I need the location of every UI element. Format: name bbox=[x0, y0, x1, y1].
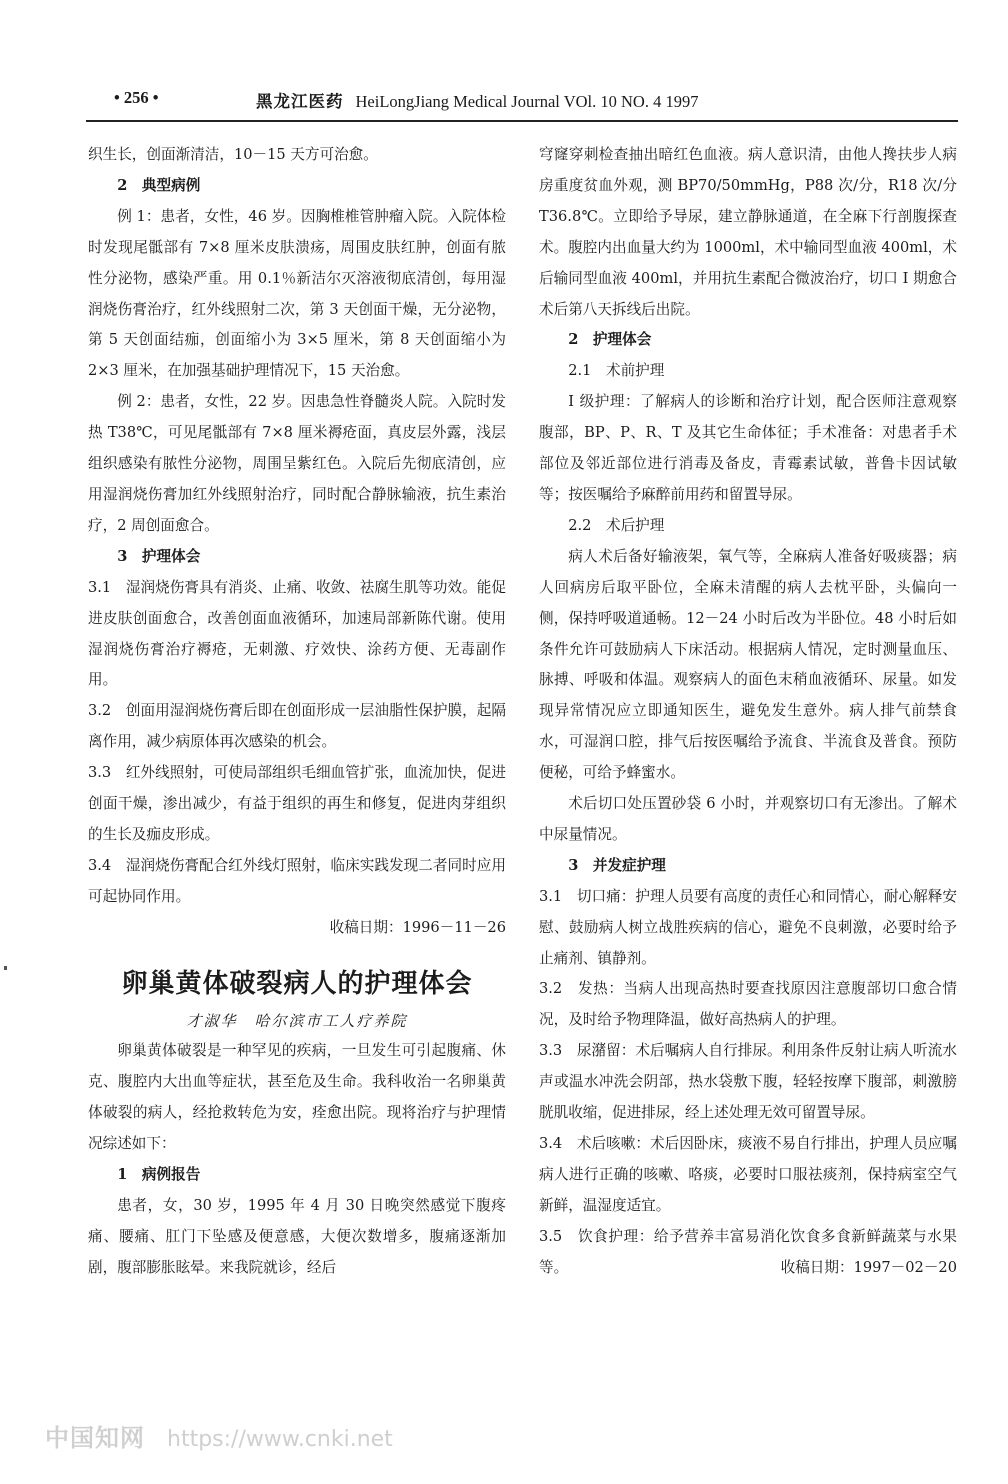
subsection-paragraph: 3.4 术后咳嗽：术后因卧床，痰液不易自行排出，护理人员应嘱病人进行正确的咳嗽、咯痰，必要时口服祛痰剂，保持病室空气新鲜，温湿度适宜。 bbox=[539, 1135, 957, 1214]
continued-paragraph: 穹窿穿刺检查抽出暗红色血液。病人意识清，由他人搀扶步人病房重度贫血外观，测 BP70/50mmHg，P88 次/分，R18 次/分 T36.8℃。立即给予导尿，建立静脉通道，在全麻下行剖腹探查术。腹腔内出血量大约为 1000ml，术中输同型血液 400ml，术后输同型血液 400ml，并用抗生素配合微波治疗，切口 Ⅰ 期愈合术后第八天拆线后出院。 bbox=[539, 146, 957, 318]
continued-paragraph: 织生长，创面渐清洁，10－15 天方可治愈。 bbox=[88, 146, 378, 163]
subsection-paragraph: 3.3 尿潴留：术后嘱病人自行排尿。利用条件反射让病人听流水声或温水冲洗会阴部，热水袋敷下腹，轻轻按摩下腹部，刺激膀胱肌收缩，促进排尿，经上述处理无效可留置导尿。 bbox=[539, 1042, 957, 1122]
subsection-paragraph: 3.1 切口痛：护理人员要有高度的责任心和同情心，耐心解释安慰、鼓励病人树立战胜疾病的信心，避免不良刺激，必要时给予止痛剂、镇静剂。 bbox=[539, 887, 957, 967]
right-column bbox=[539, 140, 957, 1284]
scan-speck bbox=[4, 966, 7, 970]
subsection-paragraph bbox=[539, 1222, 957, 1284]
case-1-paragraph: 例 1：患者，女性，46 岁。因胸椎椎管肿瘤入院。入院体检时发现尾骶部有 7×8 厘米皮肤溃疡，周围皮肤红肿，创面有脓性分泌物，感染严重。用 0.1％新洁尔灭溶液彻底清创，每用湿润烧伤膏治疗，红外线照射二次，第 3 天创面干燥，无分泌物，第 5 天创面结痂，创面缩小为 3×5 厘米，第 8 天创面缩小为 2×3 厘米，在加强基础护理情况下，15 天治愈。 bbox=[88, 207, 506, 380]
section-heading: 3 并发症护理 bbox=[568, 856, 666, 874]
journal-title-cn: 黑龙江医药 bbox=[256, 92, 344, 111]
received-date: 收稿日期：1997－02－20 bbox=[780, 1258, 957, 1276]
received-date: 收稿日期：1996－11－26 bbox=[329, 918, 506, 936]
watermark-url: https://www.cnki.net bbox=[167, 1427, 393, 1452]
article-title: 卵巢黄体破裂病人的护理体会 bbox=[121, 968, 473, 999]
subsection-heading: 2.2 术后护理 bbox=[568, 516, 665, 534]
section-heading: 3 护理体会 bbox=[117, 547, 201, 565]
postop-paragraph: 术后切口处压置砂袋 6 小时，并观察切口有无渗出。了解术中尿量情况。 bbox=[539, 795, 957, 843]
section-heading: 2 护理体会 bbox=[568, 331, 652, 349]
cnki-watermark bbox=[45, 1418, 445, 1458]
left-column bbox=[88, 140, 506, 1284]
header-rule bbox=[86, 120, 958, 122]
subsection-paragraph: 3.2 发热：当病人出现高热时要查找原因注意腹部切口愈合情况，及时给予物理降温，做好高热病人的护理。 bbox=[539, 980, 957, 1029]
preop-paragraph: Ⅰ 级护理：了解病人的诊断和治疗计划，配合医师注意观察腹部，BP、P、R、T 及其它生命体征；手术准备：对患者手术部位及邻近部位进行消毒及备皮，青霉素试敏，普鲁卡因试敏等；按医嘱给予麻醉前用药和留置导尿。 bbox=[539, 393, 957, 503]
subsection-paragraph: 3.1 湿润烧伤膏具有消炎、止痛、收敛、祛腐生肌等功效。能促进皮肤创面愈合，改善创面血液循环，加速局部新陈代谢。使用湿润烧伤膏治疗褥疮，无刺激、疗效快、涂药方便、无毒副作用。 bbox=[88, 578, 506, 689]
postop-paragraph: 病人术后备好输液架，氧气等，全麻病人准备好吸痰器；病人回病房后取平卧位，全麻未清醒的病人去枕平卧，头偏向一侧，保持呼吸道通畅。12－24 小时后改为半卧位。48 小时后如条件允许可鼓励病人下床活动。根据病人情况，定时测量血压、脉搏、呼吸和体温。观察病人的面色末稍血液循环、尿量。如发现异常情况应立即通知医生，避免发生意外。病人排气前禁食水，可湿润口腔，排气后按医嘱给予流食、半流食及普食。预防便秘，可给予蜂蜜水。 bbox=[539, 547, 957, 782]
intro-paragraph: 卵巢黄体破裂是一种罕见的疾病，一旦发生可引起腹痛、休克、腹腔内大出血等症状，甚至危及生命。我科收治一名卵巢黄体破裂的病人，经抢救转危为安，痊愈出院。现将治疗与护理情况综述如下： bbox=[88, 1042, 506, 1153]
case-2-paragraph: 例 2：患者，女性，22 岁。因患急性脊髓炎人院。入院时发热 T38℃，可见尾骶部有 7×8 厘米褥疮面，真皮层外露，浅层组织感染有脓性分泌物，周围呈紫红色。入院后先彻底清创，应用湿润烧伤膏加红外线照射治疗，同时配合静脉输液，抗生素治疗，2 周创面愈合。 bbox=[88, 393, 506, 534]
watermark-site-name: 中国知网 bbox=[45, 1424, 145, 1452]
running-header bbox=[96, 84, 952, 114]
section-heading: 2 典型病例 bbox=[117, 176, 201, 194]
subsection-paragraph: 3.4 湿润烧伤膏配合红外线灯照射，临床实践发现二者同时应用可起协同作用。 bbox=[88, 856, 506, 905]
journal-title-en: HeiLongJiang Medical Journal VOl. 10 NO. 4 1997 bbox=[355, 92, 699, 111]
diet-text: 3.5 饮食护理：给予营养丰富易消化饮食多食新鲜蔬菜与水果等。 bbox=[539, 1227, 957, 1276]
subsection-paragraph: 3.3 红外线照射，可使局部组织毛细血管扩张，血流加快，促进创面干燥，渗出减少，有益于组织的再生和修复，促进肉芽组织的生长及痂皮形成。 bbox=[88, 764, 506, 843]
journal-title bbox=[256, 88, 698, 112]
author-line: 才淑华 哈尔滨市工人疗养院 bbox=[186, 1011, 408, 1030]
subsection-paragraph: 3.2 创面用湿润烧伤膏后即在创面形成一层油脂性保护膜，起隔离作用，减少病原体再次感染的机会。 bbox=[88, 702, 506, 751]
subsection-heading: 2.1 术前护理 bbox=[568, 362, 665, 380]
case-report-paragraph: 患者，女，30 岁，1995 年 4 月 30 日晚突然感觉下腹疼痛、腰痛、肛门下坠感及便意感，大便次数增多，腹痛逐渐加剧，腹部膨胀眩晕。来我院就诊，经后 bbox=[88, 1197, 506, 1276]
page-number: • 256 • bbox=[114, 88, 159, 107]
section-heading: 1 病例报告 bbox=[117, 1166, 201, 1184]
